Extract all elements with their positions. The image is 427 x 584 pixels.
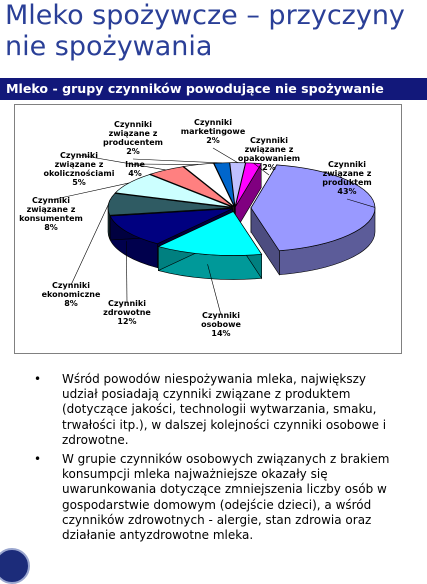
leader-line [133, 159, 222, 163]
page-title: Mleko spożywcze – przyczyny nie spożywania [5, 0, 405, 62]
slice-label: Czynniki związane z producentem 2% [102, 120, 164, 156]
slice-label: Czynniki ekonomiczne 8% [41, 281, 101, 308]
slice-label: Czynniki związane z konsumentem 8% [19, 196, 83, 232]
slice-label: Czynniki marketingowe 2% [180, 118, 246, 145]
bullet-item [34, 452, 394, 543]
slice-label: Czynniki związane z opakowaniem 2% [237, 136, 301, 172]
bullet-item [34, 372, 394, 448]
pie-chart-canvas [15, 105, 401, 353]
leader-line [213, 148, 238, 163]
bullet-marker: • [34, 372, 42, 386]
chart-header-bar [0, 78, 427, 100]
bullet-list [34, 372, 394, 547]
slice-label: Czynniki osobowe 14% [201, 311, 241, 338]
slice-label: Inne 4% [125, 160, 145, 178]
bullet-text: Wśród powodów niespożywania mleka, największy udział posiadają czynniki związane z produktem (dotyczące jakości, technologii wytwarzania, smaku, trwałości itp.), w dalszej kolejności czynniki osobowe i zdrowotne. [62, 372, 387, 447]
logo-icon [0, 548, 30, 584]
pie-chart [14, 104, 402, 354]
slice-label: Czynniki związane z okolicznościami 5% [43, 151, 115, 187]
slice-label: Czynniki zdrowotne 12% [103, 299, 151, 326]
bullet-text: W grupie czynników osobowych związanych z brakiem konsumpcji mleka najważniejsze okazały się uwarunkowania dotyczące zmniejszenia liczby osób w gospodarstwie domowym (odejście dzieci), a wśród czynników zdrowotnych - alergie, stan zdrowia oraz działanie antyzdrowotne mleka. [62, 452, 390, 543]
slice-label: Czynniki związane z produktem 43% [322, 160, 372, 196]
bullet-marker: • [34, 452, 42, 467]
chart-title: Mleko - grupy czynników powodujące nie spożywanie [6, 81, 384, 96]
